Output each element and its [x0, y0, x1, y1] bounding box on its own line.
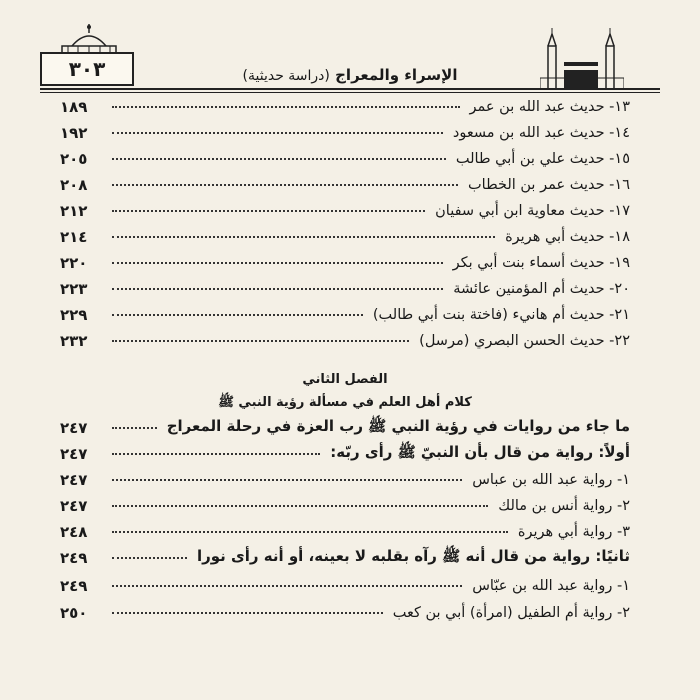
- toc-entry-page: ٢٥٠: [60, 604, 88, 622]
- dot-leader: [112, 557, 187, 559]
- toc-entry-title: أولاً: رواية من قال بأن النبيّ ﷺ رأى ربّه:: [330, 443, 630, 461]
- toc-entry-page: ٢٤٧: [60, 471, 88, 489]
- running-header: [160, 66, 540, 84]
- dot-leader: [112, 184, 458, 186]
- dot-leader: [112, 262, 443, 264]
- toc-entry: [60, 442, 630, 466]
- header-rule: [40, 88, 660, 90]
- toc-entry: [60, 303, 630, 327]
- toc-entry-page: ٢٤٧: [60, 497, 88, 515]
- toc-entry-title: ١٥- حديث علي بن أبي طالب: [455, 151, 630, 167]
- toc-entry-title: ٢- رواية أم الطفيل (امرأة) أبي بن كعب: [392, 605, 630, 621]
- toc-entry-title: ٢١- حديث أم هانيء (فاختة بنت أبي طالب): [372, 307, 630, 323]
- dot-leader: [112, 585, 462, 587]
- page-header: [0, 0, 700, 95]
- chapter-title: كلام أهل العلم في مسألة رؤية النبي ﷺ: [218, 395, 472, 410]
- toc-entry-page: ٢٠٥: [60, 150, 88, 168]
- toc-entry-page: ٢١٢: [60, 202, 88, 220]
- dot-leader: [112, 531, 508, 533]
- toc-entry-title: ١٩- حديث أسماء بنت أبي بكر: [452, 255, 630, 271]
- dot-leader: [112, 210, 425, 212]
- toc-entry: [60, 494, 630, 518]
- toc-entry: [60, 574, 630, 598]
- dot-leader: [112, 479, 462, 481]
- toc-entry: [60, 95, 630, 119]
- toc-entry: [60, 225, 630, 249]
- toc-entry-title: ١٤- حديث عبد الله بن مسعود: [452, 125, 630, 141]
- toc-entry-page: ٢٢٠: [60, 254, 88, 272]
- header-rule-thin: [40, 92, 660, 93]
- dot-leader: [112, 314, 363, 316]
- toc-entry-title: ١- رواية عبد الله بن عبّاس: [472, 578, 630, 594]
- toc-entry: [60, 277, 630, 301]
- toc-entry-page: ٢٤٩: [60, 577, 88, 595]
- toc-entry: [60, 468, 630, 492]
- toc-entry-page: ٢٤٨: [60, 523, 88, 541]
- dot-leader: [112, 106, 460, 108]
- dot-leader: [112, 132, 443, 134]
- toc-entry-title: ثانيًا: رواية من قال أنه ﷺ رآه بقلبه لا بعينه، أو أنه رأى نورا: [196, 547, 630, 565]
- toc-entry-title: ١٣- حديث عبد الله بن عمر: [469, 99, 630, 115]
- dot-leader: [112, 236, 495, 238]
- toc-entry-page: ٢٤٧: [60, 445, 88, 463]
- dot-leader: [112, 340, 409, 342]
- toc-entry: [60, 147, 630, 171]
- toc-entry-title: ١٦- حديث عمر بن الخطاب: [468, 177, 630, 193]
- toc-entry: [60, 121, 630, 145]
- toc-entry-title: ٣- رواية أبي هريرة: [517, 524, 630, 540]
- kaaba-minarets-icon: [540, 28, 624, 90]
- toc-entry-title: ٢- رواية أنس بن مالك: [498, 498, 630, 514]
- book-title: الإسراء والمعراج: [335, 66, 458, 84]
- toc-entry-page: ٢٢٣: [60, 280, 88, 298]
- dot-leader: [112, 427, 157, 429]
- toc-entry-title: ٢٠- حديث أم المؤمنين عائشة: [453, 281, 630, 297]
- toc-entry-page: ٢١٤: [60, 228, 88, 246]
- toc-entry-title: ما جاء من روايات في رؤية النبي ﷺ رب العزة في رحلة المعراج: [166, 417, 630, 435]
- toc-entry-page: ١٩٢: [60, 124, 88, 142]
- toc-entry-page: ٢٣٢: [60, 332, 88, 350]
- dot-leader: [112, 288, 443, 290]
- dot-leader: [112, 453, 320, 455]
- toc-entry: [60, 199, 630, 223]
- toc-entry: [60, 546, 630, 570]
- toc-entry-title: ١٧- حديث معاوية ابن أبي سفيان: [435, 203, 630, 219]
- page-number: ٣٠٣: [40, 52, 134, 86]
- toc-entry: [60, 329, 630, 353]
- dot-leader: [112, 612, 383, 614]
- toc-entry-page: ٢٤٩: [60, 549, 88, 567]
- toc-entry-title: ١٨- حديث أبي هريرة: [505, 229, 630, 245]
- dot-leader: [112, 505, 488, 507]
- book-subtitle: (دراسة حديثية): [242, 68, 330, 84]
- toc-entry: [60, 251, 630, 275]
- toc-entry: [60, 416, 630, 440]
- toc-entry-page: ٢٤٧: [60, 419, 88, 437]
- dot-leader: [112, 158, 446, 160]
- toc-entry-page: ٢٢٩: [60, 306, 88, 324]
- toc-entry: [60, 520, 630, 544]
- toc-entry: [60, 601, 630, 625]
- toc-entry-title: ٢٢- حديث الحسن البصري (مرسل): [419, 333, 630, 349]
- toc-entry-page: ١٨٩: [60, 98, 88, 116]
- toc-entry-title: ١- رواية عبد الله بن عباس: [472, 472, 630, 488]
- toc-entry-page: ٢٠٨: [60, 176, 88, 194]
- chapter-heading: الفصل الثاني: [302, 372, 388, 387]
- toc-entry: [60, 173, 630, 197]
